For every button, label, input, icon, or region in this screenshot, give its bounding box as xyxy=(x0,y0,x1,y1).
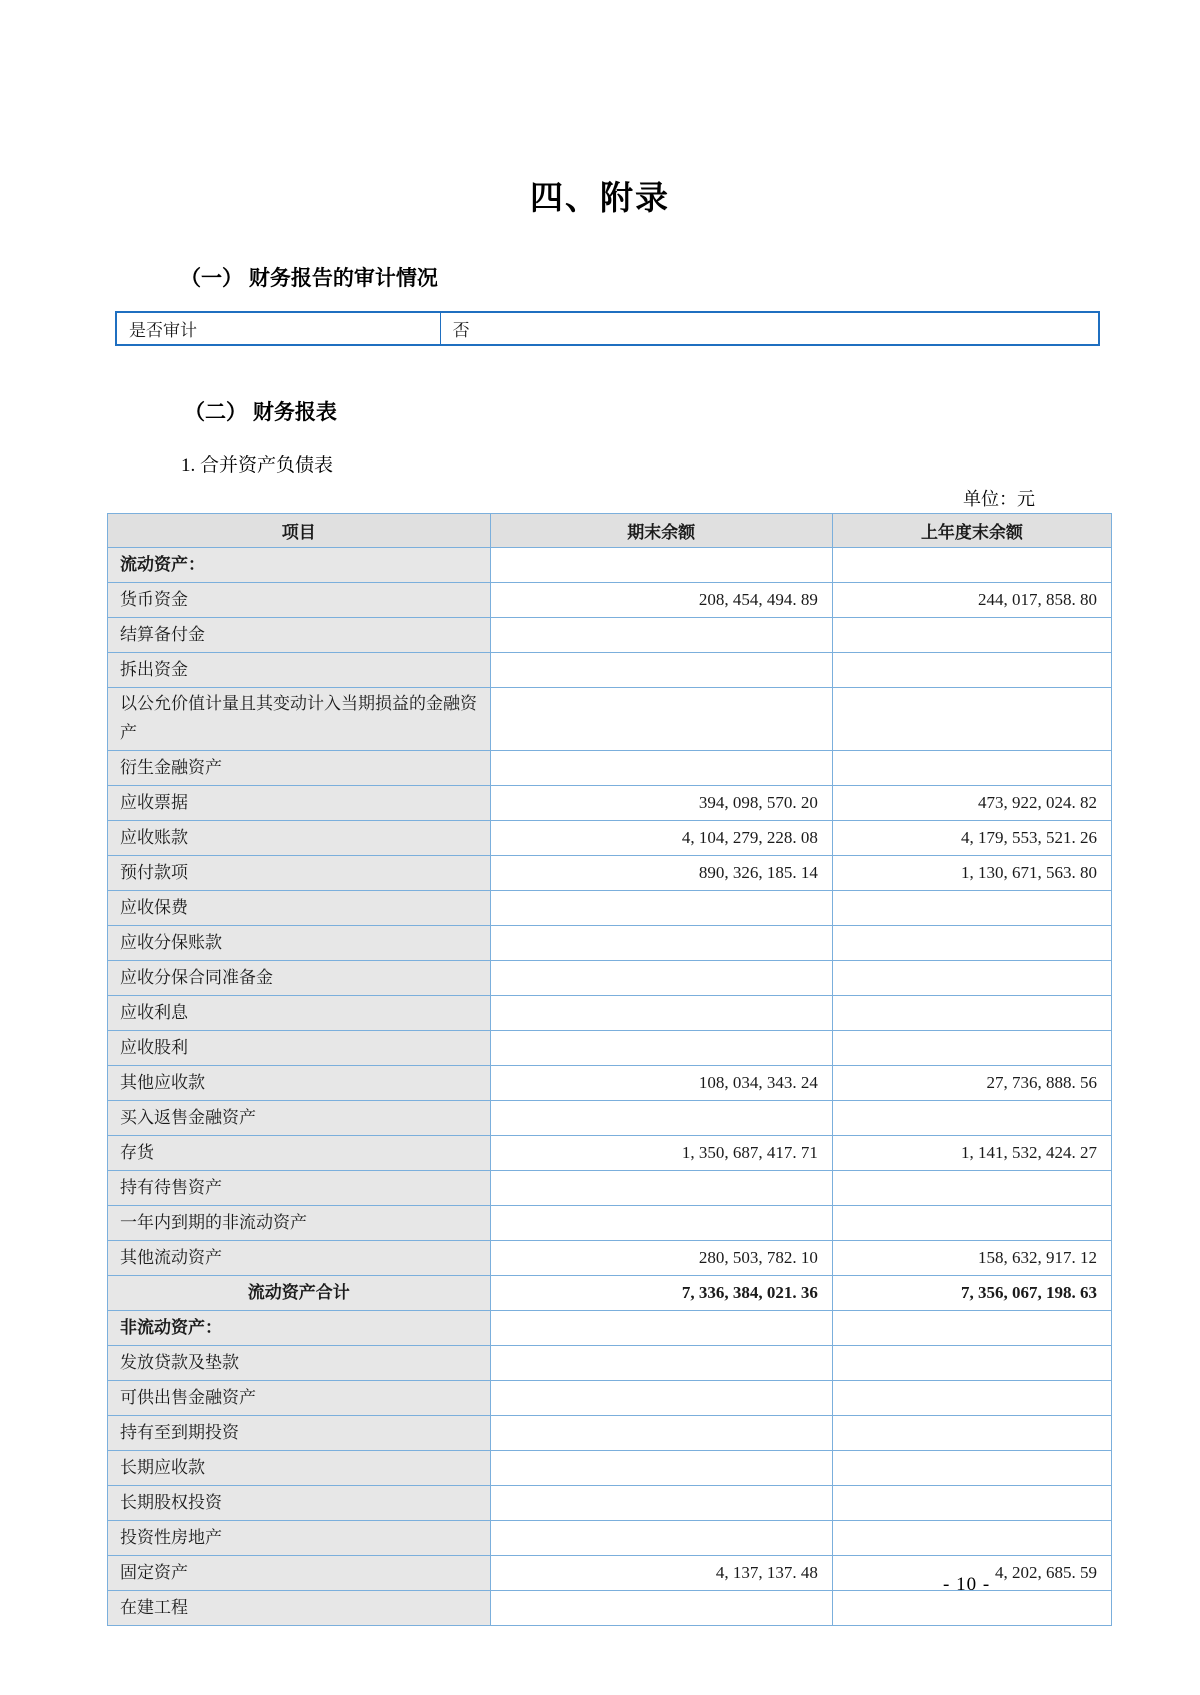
table-row xyxy=(108,1031,1112,1066)
row-label: 持有待售资产 xyxy=(108,1171,491,1206)
row-label: 应收分保合同准备金 xyxy=(108,961,491,996)
table-row xyxy=(108,1521,1112,1556)
row-label: 非流动资产： xyxy=(108,1311,491,1346)
header-ending-balance: 期末余额 xyxy=(490,514,832,548)
table-row xyxy=(108,653,1112,688)
table-row xyxy=(108,891,1112,926)
row-prior-value xyxy=(832,1451,1111,1486)
section-heading-statements: （二） 财务报表 xyxy=(184,401,337,425)
table-row xyxy=(108,1346,1112,1381)
row-label: 可供出售金融资产 xyxy=(108,1381,491,1416)
row-current-value xyxy=(490,891,832,926)
row-prior-value xyxy=(832,1101,1111,1136)
row-current-value xyxy=(490,1381,832,1416)
table-row xyxy=(108,786,1112,821)
row-current-value xyxy=(490,1346,832,1381)
row-label: 应收账款 xyxy=(108,821,491,856)
table-row xyxy=(108,1241,1112,1276)
table-row xyxy=(108,1451,1112,1486)
table-row xyxy=(108,688,1112,751)
row-prior-value: 158, 632, 917. 12 xyxy=(832,1241,1111,1276)
row-label: 发放贷款及垫款 xyxy=(108,1346,491,1381)
row-label: 流动资产合计 xyxy=(108,1276,491,1311)
row-current-value xyxy=(490,1101,832,1136)
row-prior-value: 27, 736, 888. 56 xyxy=(832,1066,1111,1101)
table-row xyxy=(108,1416,1112,1451)
row-prior-value: 473, 922, 024. 82 xyxy=(832,786,1111,821)
row-prior-value xyxy=(832,653,1111,688)
row-current-value xyxy=(490,548,832,583)
row-label: 投资性房地产 xyxy=(108,1521,491,1556)
table-row xyxy=(108,1171,1112,1206)
row-current-value xyxy=(490,961,832,996)
table-row xyxy=(108,1311,1112,1346)
row-current-value xyxy=(490,1451,832,1486)
row-prior-value xyxy=(832,1486,1111,1521)
row-prior-value xyxy=(832,1031,1111,1066)
row-label: 结算备付金 xyxy=(108,618,491,653)
table-row xyxy=(108,961,1112,996)
row-prior-value: 4, 179, 553, 521. 26 xyxy=(832,821,1111,856)
table-row xyxy=(108,548,1112,583)
table-row xyxy=(116,312,1099,345)
table-row xyxy=(108,1381,1112,1416)
row-current-value xyxy=(490,996,832,1031)
row-label: 买入返售金融资产 xyxy=(108,1101,491,1136)
row-label: 应收分保账款 xyxy=(108,926,491,961)
row-prior-value: 4, 202, 685. 59 xyxy=(832,1556,1111,1591)
row-current-value: 280, 503, 782. 10 xyxy=(490,1241,832,1276)
audit-status-table xyxy=(115,311,1100,346)
table-row xyxy=(108,751,1112,786)
row-label: 流动资产： xyxy=(108,548,491,583)
row-label: 以公允价值计量且其变动计入当期损益的金融资产 xyxy=(108,688,491,751)
audit-answer-value: 否 xyxy=(440,312,1099,345)
table-row xyxy=(108,821,1112,856)
audit-question-label: 是否审计 xyxy=(116,312,440,345)
row-current-value xyxy=(490,1416,832,1451)
row-prior-value xyxy=(832,548,1111,583)
row-current-value xyxy=(490,1591,832,1626)
row-current-value xyxy=(490,751,832,786)
row-label: 应收保费 xyxy=(108,891,491,926)
table-row xyxy=(108,1101,1112,1136)
row-prior-value xyxy=(832,926,1111,961)
table-row xyxy=(108,856,1112,891)
table-row xyxy=(108,618,1112,653)
row-label: 在建工程 xyxy=(108,1591,491,1626)
row-label: 一年内到期的非流动资产 xyxy=(108,1206,491,1241)
row-current-value xyxy=(490,1171,832,1206)
table-row xyxy=(108,926,1112,961)
row-label: 其他流动资产 xyxy=(108,1241,491,1276)
row-prior-value: 1, 130, 671, 563. 80 xyxy=(832,856,1111,891)
row-current-value xyxy=(490,653,832,688)
row-prior-value xyxy=(832,996,1111,1031)
row-label: 应收利息 xyxy=(108,996,491,1031)
header-prior-year-balance: 上年度末余额 xyxy=(832,514,1111,548)
row-current-value xyxy=(490,618,832,653)
row-current-value: 4, 104, 279, 228. 08 xyxy=(490,821,832,856)
row-prior-value xyxy=(832,751,1111,786)
table-row xyxy=(108,1276,1112,1311)
row-prior-value xyxy=(832,1381,1111,1416)
row-prior-value xyxy=(832,891,1111,926)
row-label: 拆出资金 xyxy=(108,653,491,688)
row-current-value: 7, 336, 384, 021. 36 xyxy=(490,1276,832,1311)
row-label: 固定资产 xyxy=(108,1556,491,1591)
row-prior-value xyxy=(832,1171,1111,1206)
row-label: 长期应收款 xyxy=(108,1451,491,1486)
row-label: 长期股权投资 xyxy=(108,1486,491,1521)
row-current-value xyxy=(490,1486,832,1521)
row-current-value xyxy=(490,926,832,961)
row-current-value: 1, 350, 687, 417. 71 xyxy=(490,1136,832,1171)
row-label: 应收股利 xyxy=(108,1031,491,1066)
table-row xyxy=(108,1136,1112,1171)
table-row xyxy=(108,1066,1112,1101)
row-current-value: 108, 034, 343. 24 xyxy=(490,1066,832,1101)
row-prior-value xyxy=(832,961,1111,996)
table-row xyxy=(108,583,1112,618)
table-row xyxy=(108,1486,1112,1521)
row-prior-value: 7, 356, 067, 198. 63 xyxy=(832,1276,1111,1311)
table-row xyxy=(108,996,1112,1031)
row-label: 持有至到期投资 xyxy=(108,1416,491,1451)
row-prior-value xyxy=(832,1416,1111,1451)
page-number: - 10 - xyxy=(943,1574,991,1595)
row-current-value: 4, 137, 137. 48 xyxy=(490,1556,832,1591)
row-prior-value xyxy=(832,688,1111,751)
statement-title: 1. 合并资产负债表 xyxy=(181,455,334,477)
row-current-value xyxy=(490,1311,832,1346)
row-prior-value xyxy=(832,1311,1111,1346)
row-prior-value xyxy=(832,1206,1111,1241)
row-prior-value xyxy=(832,618,1111,653)
row-prior-value xyxy=(832,1346,1111,1381)
row-current-value: 890, 326, 185. 14 xyxy=(490,856,832,891)
row-current-value xyxy=(490,1031,832,1066)
row-prior-value: 244, 017, 858. 80 xyxy=(832,583,1111,618)
row-current-value: 394, 098, 570. 20 xyxy=(490,786,832,821)
row-label: 货币资金 xyxy=(108,583,491,618)
row-label: 其他应收款 xyxy=(108,1066,491,1101)
balance-sheet-table xyxy=(107,513,1112,1626)
row-current-value xyxy=(490,1206,832,1241)
section-heading-audit: （一） 财务报告的审计情况 xyxy=(180,267,438,291)
row-label: 应收票据 xyxy=(108,786,491,821)
row-label: 衍生金融资产 xyxy=(108,751,491,786)
row-current-value xyxy=(490,688,832,751)
row-prior-value: 1, 141, 532, 424. 27 xyxy=(832,1136,1111,1171)
document-title: 四、附录 xyxy=(530,179,670,216)
row-current-value xyxy=(490,1521,832,1556)
balance-table-body xyxy=(108,548,1112,1626)
table-header-row xyxy=(108,514,1112,548)
row-current-value: 208, 454, 494. 89 xyxy=(490,583,832,618)
row-prior-value xyxy=(832,1521,1111,1556)
row-label: 预付款项 xyxy=(108,856,491,891)
header-item: 项目 xyxy=(108,514,491,548)
table-row xyxy=(108,1206,1112,1241)
unit-label: 单位：元 xyxy=(963,489,1035,510)
row-label: 存货 xyxy=(108,1136,491,1171)
